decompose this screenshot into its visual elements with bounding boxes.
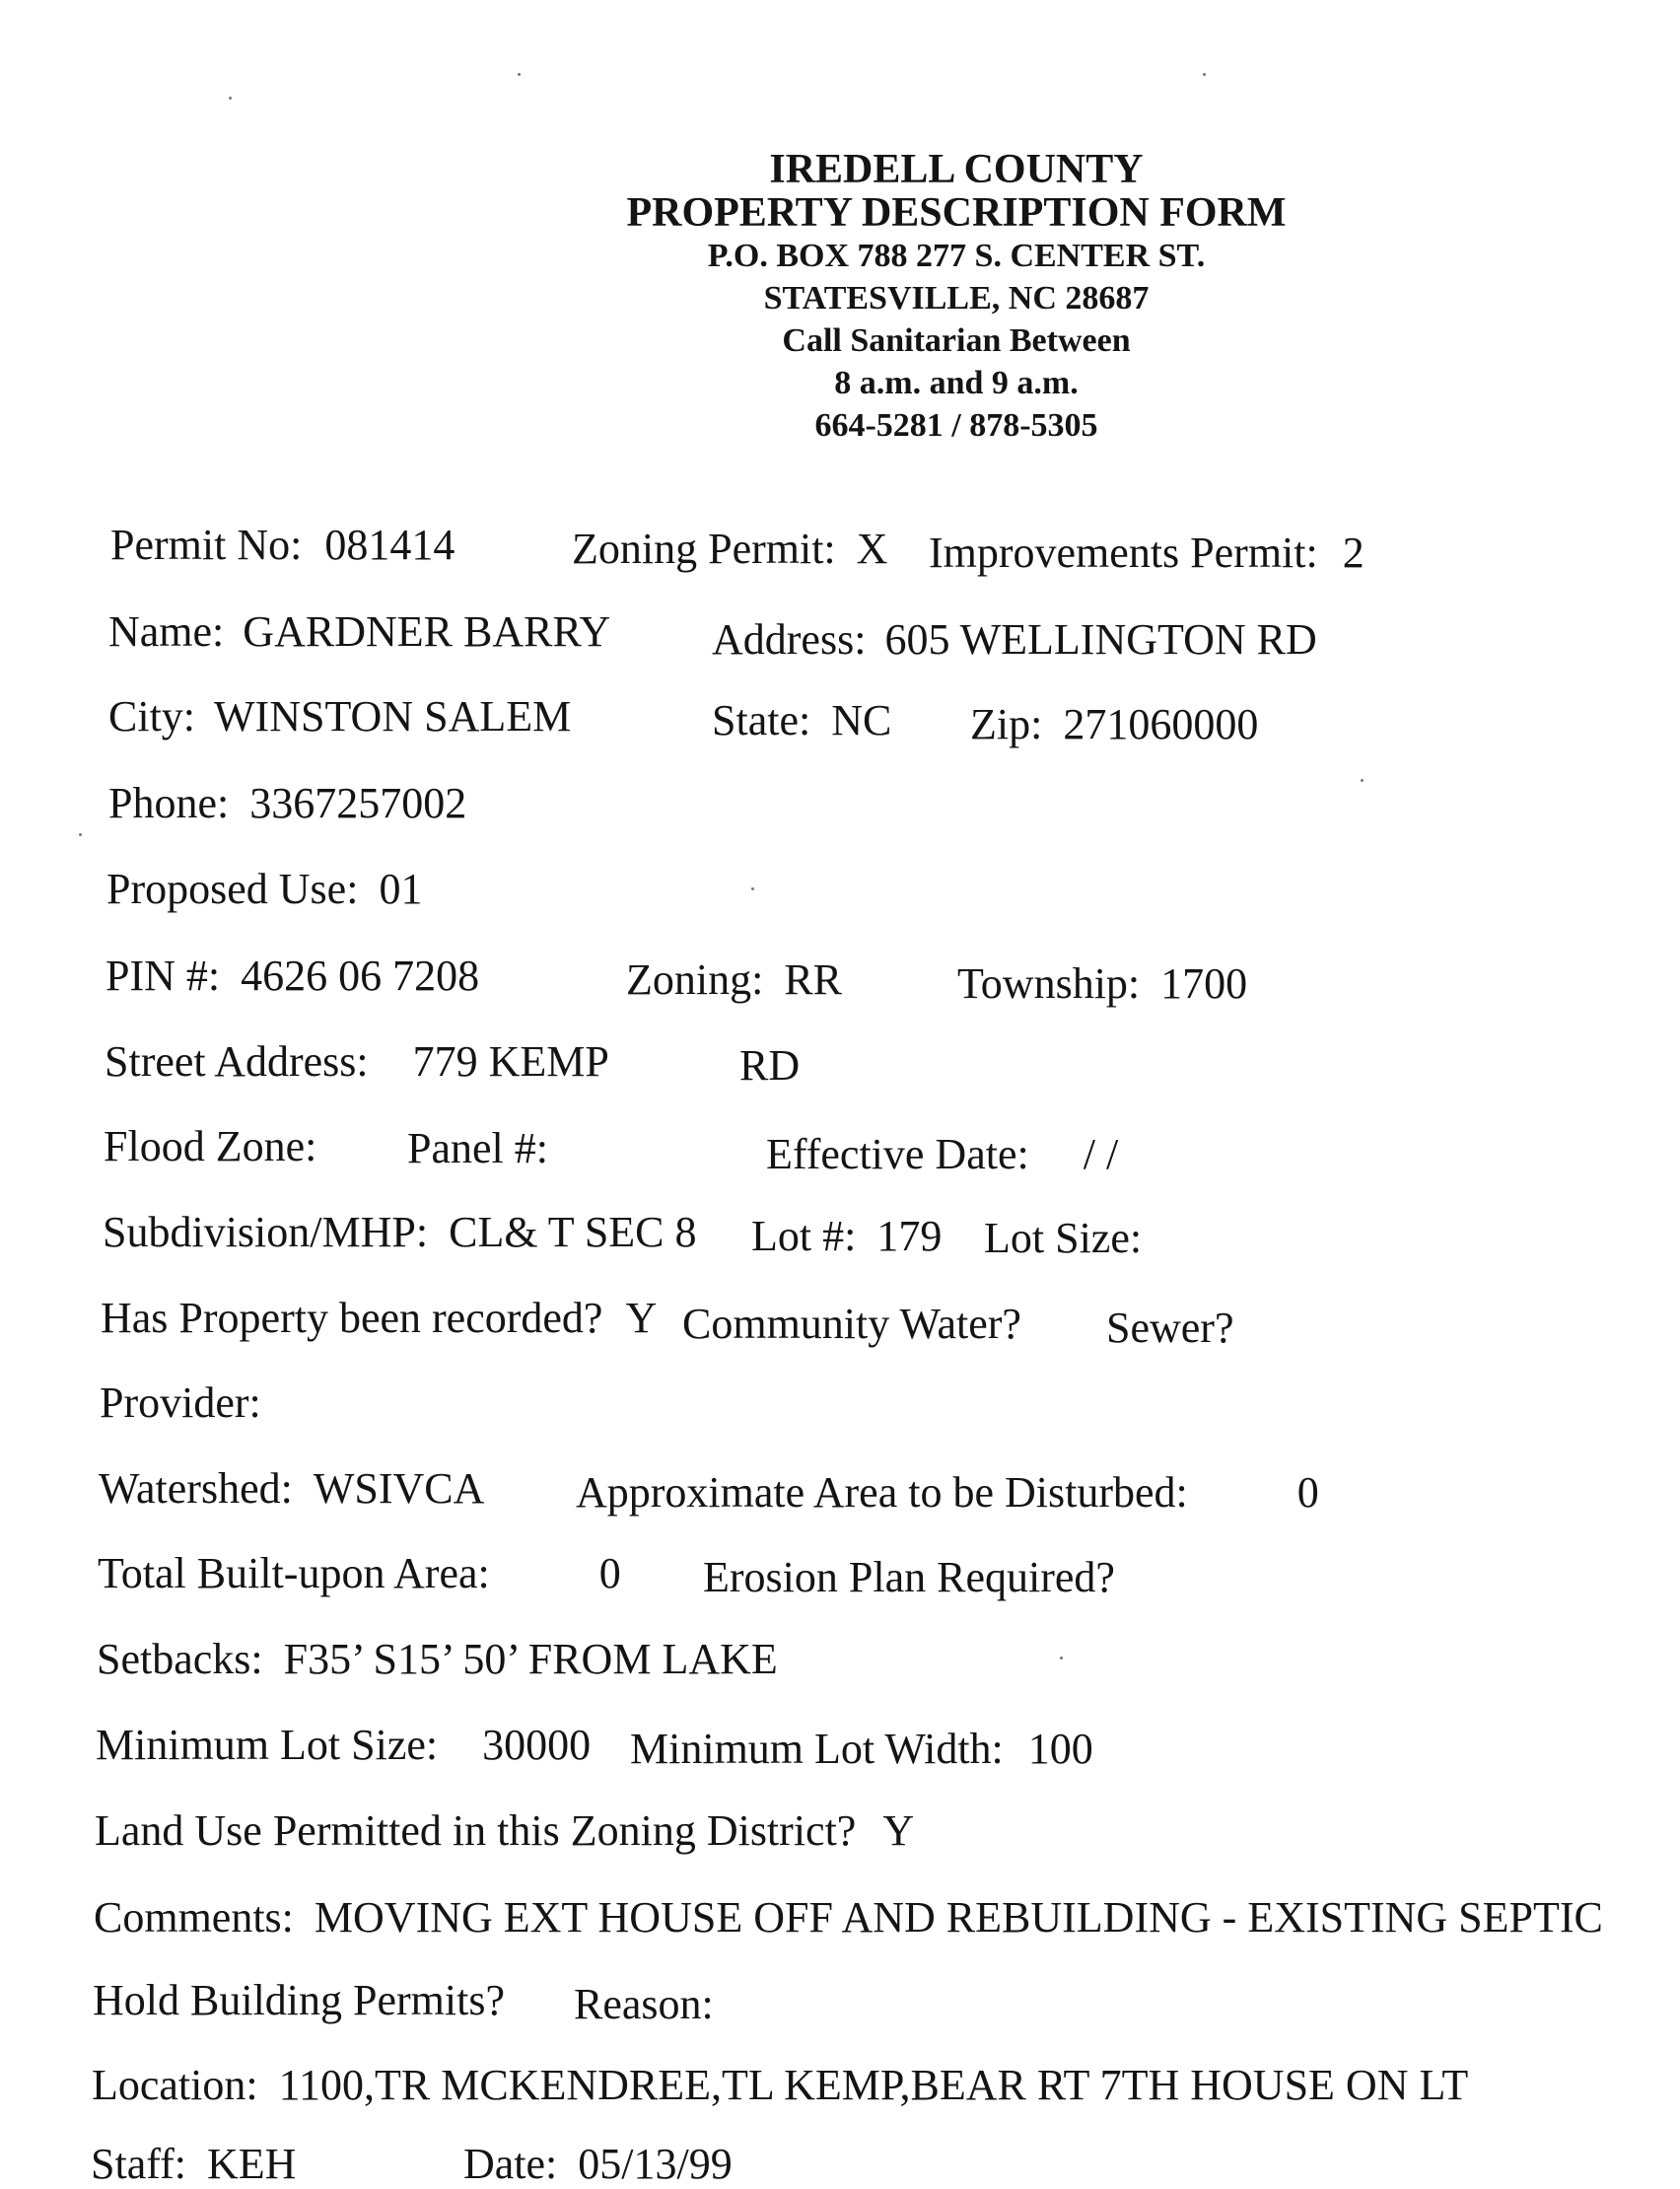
scan-speck (1060, 1657, 1063, 1659)
scan-speck (229, 97, 232, 100)
reason-label: Reason: (574, 1980, 714, 2028)
watershed-field (99, 1464, 484, 1514)
lot-size-field (984, 1214, 1142, 1263)
staff-field (91, 2140, 296, 2189)
subdivision-field (103, 1208, 697, 1257)
zip-label: Zip: (970, 700, 1043, 748)
name-field (108, 607, 610, 657)
state-label: State: (712, 696, 811, 744)
staff-label: Staff: (91, 2140, 186, 2188)
comments-label: Comments: (94, 1893, 294, 1942)
scan-speck (518, 73, 521, 76)
recorded-field (101, 1294, 657, 1343)
setbacks-field (97, 1635, 778, 1684)
proposed-use-field (106, 865, 422, 914)
panel-field (407, 1124, 548, 1173)
effective-date-label: Effective Date: (766, 1130, 1029, 1178)
hold-permits-field (93, 1976, 505, 2025)
panel-label: Panel #: (407, 1124, 548, 1172)
proposed-use-label: Proposed Use: (106, 865, 359, 913)
setbacks-label: Setbacks: (97, 1635, 263, 1683)
built-upon-value: 0 (598, 1549, 621, 1597)
phone-label: Phone: (108, 779, 230, 827)
permit-no-value: 081414 (324, 521, 455, 569)
zoning-label: Zoning: (626, 955, 764, 1004)
scan-speck (1361, 779, 1364, 782)
min-lot-width-value: 100 (1027, 1725, 1093, 1773)
land-use-label: Land Use Permitted in this Zoning District? (95, 1806, 857, 1855)
flood-zone-field (104, 1122, 316, 1171)
built-upon-label: Total Built-upon Area: (98, 1549, 490, 1597)
phone-field (108, 779, 466, 828)
watershed-label: Watershed: (99, 1464, 293, 1513)
improvements-permit-field (929, 529, 1365, 578)
erosion-plan-field (703, 1553, 1115, 1602)
subdivision-value: CL& T SEC 8 (449, 1208, 697, 1256)
name-value: GARDNER BARRY (243, 607, 611, 656)
comments-field (94, 1893, 1603, 1942)
sewer-field (1106, 1304, 1234, 1353)
min-lot-size-field (96, 1721, 591, 1770)
date-value: 05/13/99 (578, 2140, 733, 2188)
subdivision-label: Subdivision/MHP: (103, 1208, 429, 1256)
permit-no-label: Permit No: (110, 521, 303, 569)
proposed-use-value: 01 (379, 865, 423, 913)
flood-zone-label: Flood Zone: (104, 1122, 317, 1170)
area-disturbed-field (576, 1468, 1319, 1518)
land-use-value: Y (882, 1806, 915, 1855)
improvements-permit-label: Improvements Permit: (929, 529, 1318, 577)
township-value: 1700 (1160, 959, 1248, 1008)
street-address-label: Street Address: (105, 1037, 369, 1086)
city-label: City: (108, 692, 196, 741)
office-phone: 664-5281 / 878-5305 (814, 407, 1098, 444)
location-field (92, 2061, 1468, 2110)
name-label: Name: (108, 607, 225, 656)
pin-value: 4626 06 7208 (241, 952, 480, 1000)
scan-speck (751, 887, 754, 890)
zip-value: 271060000 (1063, 700, 1259, 748)
watershed-value: WSIVCA (313, 1464, 485, 1513)
setbacks-value: F35’ S15’ 50’ FROM LAKE (283, 1635, 778, 1683)
pin-field (105, 952, 479, 1001)
zoning-field (626, 955, 842, 1005)
office-address: P.O. BOX 788 277 S. CENTER ST. (707, 238, 1206, 274)
call-hours: 8 a.m. and 9 a.m. (834, 365, 1079, 401)
date-field (463, 2140, 733, 2189)
min-lot-width-field (630, 1725, 1093, 1774)
min-lot-size-value: 30000 (482, 1721, 592, 1769)
recorded-value: Y (625, 1294, 658, 1342)
erosion-plan-label: Erosion Plan Required? (703, 1553, 1115, 1601)
comments-value: MOVING EXT HOUSE OFF AND REBUILDING - EXISTING SEPTIC (314, 1893, 1603, 1942)
location-label: Location: (92, 2061, 258, 2109)
built-upon-field (98, 1549, 621, 1598)
zoning-value: RR (784, 955, 843, 1004)
lot-no-label: Lot #: (751, 1212, 857, 1260)
zip-field (970, 700, 1258, 749)
city-value: WINSTON SALEM (214, 692, 572, 741)
provider-field (100, 1378, 261, 1428)
reason-field (574, 1980, 714, 2029)
area-disturbed-label: Approximate Area to be Disturbed: (576, 1468, 1188, 1517)
community-water-field (682, 1300, 1021, 1349)
permit-no-field (110, 521, 455, 570)
min-lot-width-label: Minimum Lot Width: (630, 1725, 1004, 1773)
street-suffix: RD (739, 1041, 801, 1090)
community-water-label: Community Water? (682, 1300, 1021, 1348)
location-value: 1100,TR MCKENDREE,TL KEMP,BEAR RT 7TH HOUSE ON LT (278, 2061, 1469, 2109)
address-field (712, 615, 1317, 665)
hold-permits-label: Hold Building Permits? (93, 1976, 505, 2024)
state-value: NC (831, 696, 892, 744)
township-field (957, 959, 1247, 1009)
effective-date-value: / / (1083, 1130, 1119, 1178)
min-lot-size-label: Minimum Lot Size: (96, 1721, 439, 1769)
form-header (552, 148, 1361, 447)
zoning-permit-field (572, 525, 887, 574)
provider-label: Provider: (100, 1378, 261, 1427)
sewer-label: Sewer? (1106, 1304, 1234, 1352)
phone-value: 3367257002 (249, 779, 467, 827)
address-label: Address: (712, 615, 867, 664)
recorded-label: Has Property been recorded? (101, 1294, 603, 1342)
call-instructions: Call Sanitarian Between (782, 322, 1131, 359)
city-field (108, 692, 571, 741)
lot-size-label: Lot Size: (984, 1214, 1143, 1262)
date-label: Date: (463, 2140, 558, 2188)
township-label: Township: (957, 959, 1141, 1008)
pin-label: PIN #: (105, 952, 221, 1000)
office-city: STATESVILLE, NC 28687 (763, 280, 1150, 317)
improvements-permit-value: 2 (1342, 529, 1365, 577)
effective-date-field (766, 1130, 1118, 1179)
scan-speck (79, 833, 82, 836)
address-value: 605 WELLINGTON RD (884, 615, 1317, 664)
street-address-field (105, 1037, 609, 1087)
zoning-permit-label: Zoning Permit: (572, 525, 836, 573)
zoning-permit-value: X (856, 525, 888, 573)
staff-value: KEH (206, 2140, 297, 2188)
land-use-field (95, 1806, 914, 1856)
scan-speck (1203, 73, 1206, 76)
state-field (712, 696, 891, 745)
area-disturbed-value: 0 (1296, 1468, 1319, 1517)
lot-no-value: 179 (876, 1212, 943, 1260)
lot-no-field (751, 1212, 942, 1261)
form-title: PROPERTY DESCRIPTION FORM (626, 190, 1287, 236)
county-title: IREDELL COUNTY (769, 147, 1144, 192)
street-address-value: 779 KEMP (412, 1037, 609, 1086)
